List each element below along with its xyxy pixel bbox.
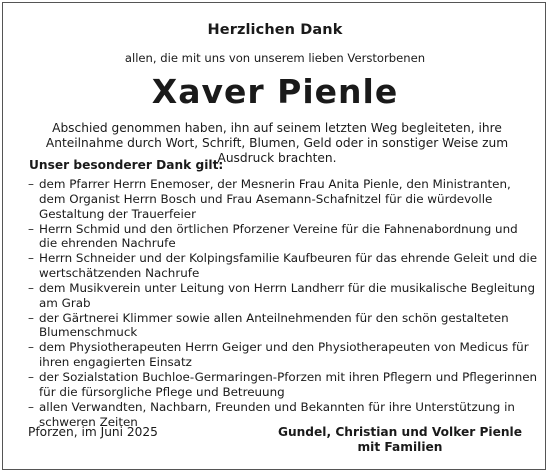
list-item-text: dem Pfarrer Herrn Enemoser, der Mesnerin Frau Anita Pienle, den Ministranten, dem Organist Herrn Bosch und Frau Asemann-Schafnitzel für die würdevolle Gestaltung der Trauerfeier	[39, 177, 511, 221]
list-item	[28, 251, 538, 281]
intro-line: allen, die mit uns von unserem lieben Verstorbenen	[124, 51, 426, 65]
list-item-text: dem Physiotherapeuten Herrn Geiger und den Physiotherapeuten von Medicus für ihren engagierten Einsatz	[39, 340, 529, 370]
thanks-paragraph: Abschied genommen haben, ihn auf seinem letzten Weg begleiteten, ihre Anteilnahme durch Wort, Schrift, Blumen, Geld oder in sonstiger Weise zum Ausdruck brachten.	[45, 121, 509, 165]
signature	[278, 425, 522, 455]
list-item-text: der Gärtnerei Klimmer sowie allen Anteilnehmenden für den schön gestalteten Blumenschmuck	[39, 310, 509, 340]
dash-bullet: –	[28, 310, 34, 325]
list-item-text: Herrn Schneider und der Kolpingsfamilie Kaufbeuren für das ehrende Geleit und die wertschätzenden Nachrufe	[39, 251, 538, 281]
list-item-text: dem Musikverein unter Leitung von Herrn Landherr für die musikalische Begleitung am Grab	[39, 280, 536, 310]
dash-bullet: –	[28, 340, 34, 355]
dash-bullet: –	[28, 280, 34, 295]
thanks-list	[28, 177, 538, 429]
place-date: Pforzen, im Juni 2025	[28, 425, 158, 439]
dash-bullet: –	[28, 369, 34, 384]
list-item	[28, 281, 538, 311]
list-item-text: der Sozialstation Buchloe-Germaringen-Pforzen mit ihren Pflegern und Pflegerinnen für die fürsorgliche Pflege und Betreuung	[39, 369, 538, 399]
list-item	[28, 311, 538, 341]
dash-bullet: –	[28, 251, 34, 266]
notice-title: Herzlichen Dank	[207, 22, 343, 38]
dash-bullet: –	[28, 399, 34, 414]
dash-bullet: –	[28, 177, 34, 191]
list-item-text: allen Verwandten, Nachbarn, Freunden und Bekannten für ihre Unterstützung in schweren Zeiten	[39, 399, 515, 429]
signature-names: Gundel, Christian und Volker Pienle	[277, 425, 522, 439]
dash-bullet: –	[28, 221, 34, 236]
deceased-name: Xaver Pienle	[151, 72, 399, 111]
list-item-text: Herrn Schmid und den örtlichen Pforzener Vereine für die Fahnenabordnung und die ehrenden Nachrufe	[39, 221, 518, 251]
list-item	[28, 177, 538, 222]
list-item	[28, 340, 538, 370]
special-thanks-heading: Unser besonderer Dank gilt:	[29, 158, 224, 172]
signature-families: mit Familien	[357, 440, 443, 454]
list-item	[28, 370, 538, 400]
list-item	[28, 222, 538, 252]
